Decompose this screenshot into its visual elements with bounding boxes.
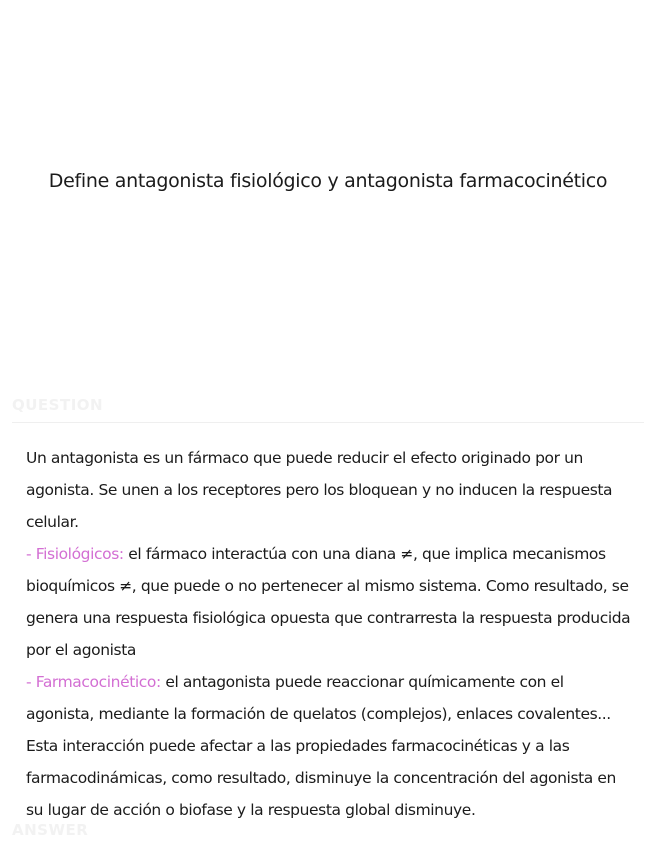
answer-text [26, 442, 636, 826]
answer-intro: Un antagonista es un fármaco que puede reducir el efecto originado por un agonista. Se unen a los receptores pero los bloquean y no inducen la respuesta celular. [26, 449, 613, 531]
term-farmacocinetico: - Farmacocinético: [26, 673, 161, 691]
term-fisiologicos: - Fisiológicos: [26, 545, 124, 563]
answer-section-label: ANSWER [12, 821, 89, 839]
answer-item-fisiologicos [26, 538, 636, 666]
definition-fisiologicos: el fármaco interactúa con una diana ≠, que implica mecanismos bioquímicos ≠, que puede o no pertenecer al mismo sistema. Como resultado, se genera una respuesta fisiológica opuesta que contrarresta la respuesta producida por el agonista [26, 545, 631, 659]
definition-farmacocinetico: el antagonista puede reaccionar químicamente con el agonista, mediante la formación de quelatos (complejos), enlaces covalentes... Esta interacción puede afectar a las propiedades farmacocinéticas y a las farmacodinámicas, como resultado, disminuye la concentración del agonista en su lugar de acción o biofase y la respuesta global disminuye. [26, 673, 616, 819]
section-divider [12, 422, 644, 423]
question-text: Define antagonista fisiológico y antagonista farmacocinético [48, 170, 608, 192]
question-section-label: QUESTION [12, 396, 104, 414]
answer-item-farmacocinetico [26, 666, 636, 826]
